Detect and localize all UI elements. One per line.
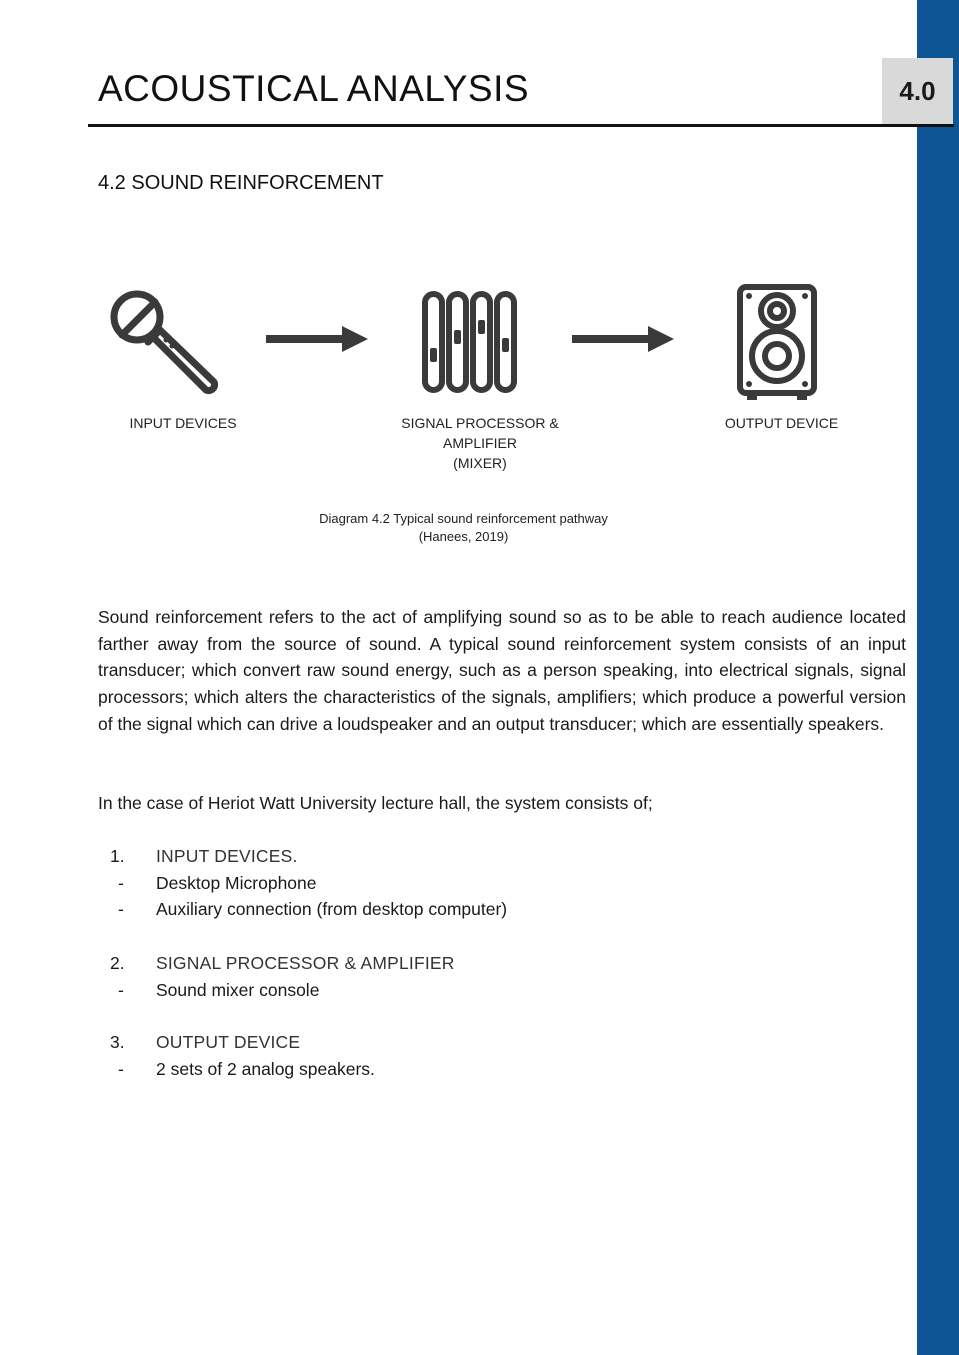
list-item-text: 2 sets of 2 analog speakers. — [156, 1058, 375, 1079]
label-line: (MIXER) — [453, 455, 507, 471]
speaker-icon — [737, 284, 817, 402]
dash-bullet: - — [118, 899, 124, 920]
list-item-text: Auxiliary connection (from desktop computer) — [156, 899, 508, 920]
dash-bullet: - — [118, 979, 124, 1000]
right-arrow-icon — [570, 325, 676, 353]
section-number-badge: 4.0 — [882, 58, 953, 125]
list-item — [98, 870, 906, 897]
label-line: INPUT DEVICES — [129, 415, 237, 431]
input-devices-label — [103, 413, 263, 433]
signal-processor-label — [380, 413, 580, 473]
microphone-icon — [108, 288, 223, 396]
diagram-caption — [220, 510, 707, 546]
list-item-text: Sound mixer console — [156, 979, 320, 1000]
list-heading: INPUT DEVICES. — [156, 846, 298, 866]
list-number: 1. — [110, 846, 125, 866]
list-number: 2. — [110, 953, 125, 973]
list-group-output — [98, 1029, 906, 1082]
list-item-text: Desktop Microphone — [156, 872, 317, 893]
page-title: ACOUSTICAL ANALYSIS — [98, 68, 530, 109]
dash-bullet: - — [118, 872, 124, 893]
right-arrow-icon — [264, 325, 370, 353]
list-item — [98, 977, 906, 1004]
list-heading: OUTPUT DEVICE — [156, 1032, 301, 1052]
list-heading: SIGNAL PROCESSOR & AMPLIFIER — [156, 953, 455, 973]
label-line: SIGNAL PROCESSOR & — [401, 415, 559, 431]
section-heading: 4.2 SOUND REINFORCEMENT — [98, 172, 384, 194]
list-item — [98, 1056, 906, 1083]
list-heading-row — [98, 1029, 906, 1056]
list-group-input — [98, 843, 906, 923]
caption-line: Diagram 4.2 Typical sound reinforcement pathway — [319, 511, 608, 526]
mixer-faders-icon — [421, 290, 521, 394]
title-divider — [88, 124, 954, 127]
system-intro: In the case of Heriot Watt University lecture hall, the system consists of; — [98, 793, 653, 813]
list-number: 3. — [110, 1032, 125, 1052]
list-group-processor — [98, 950, 906, 1003]
side-accent-band — [917, 0, 959, 1355]
label-line: OUTPUT DEVICE — [724, 415, 839, 431]
caption-source: (Hanees, 2019) — [418, 529, 509, 544]
dash-bullet: - — [118, 1058, 124, 1079]
list-heading-row — [98, 843, 906, 870]
output-device-label — [700, 413, 863, 433]
label-line: AMPLIFIER — [443, 435, 517, 451]
body-paragraph: Sound reinforcement refers to the act of amplifying sound so as to be able to reach audience located farther away from the source of sound. A typical sound reinforcement system consists of an input transducer; which convert raw sound energy, such as a person speaking, into electrical signals, signal processors; which alters the characteristics of the signals, amplifiers; which produce a powerful version of the signal which can drive a loudspeaker and an output transducer; which are essentially speakers. — [98, 607, 906, 734]
list-heading-row — [98, 950, 906, 977]
list-item — [98, 896, 906, 923]
